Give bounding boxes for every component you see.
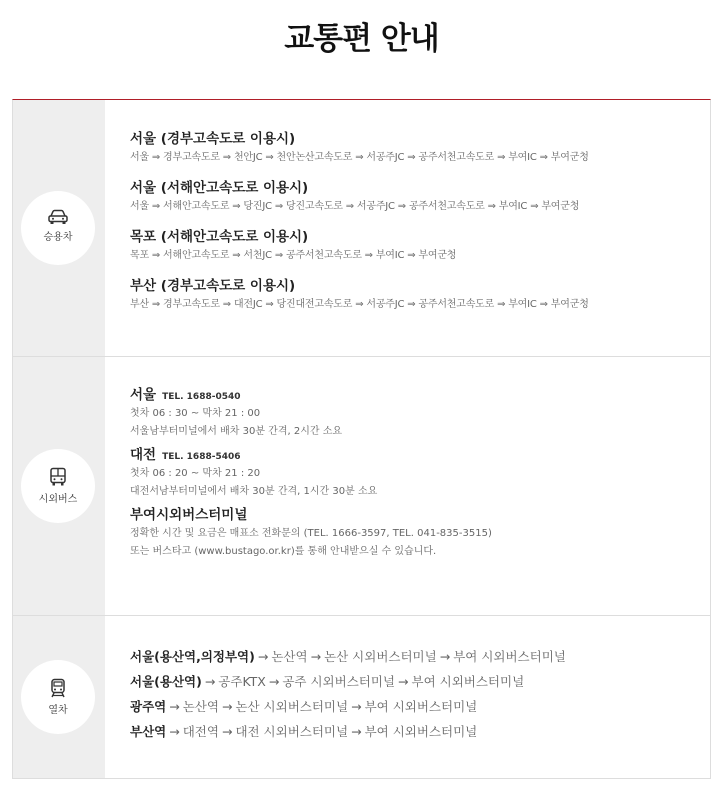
car-label: 승용차 bbox=[43, 232, 73, 243]
bus-info: 대전서남부터미널에서 배차 30분 간격, 1시간 30분 소요 bbox=[130, 486, 378, 497]
bus-side bbox=[13, 357, 105, 615]
train-origin: 서울(용산역,의정부역) bbox=[130, 649, 255, 664]
route-path: 목포 ⇒ 서해안고속도로 ⇒ 서천JC ⇒ 공주서천고속도로 ⇒ 부여IC ⇒ 부여군청 bbox=[130, 250, 457, 261]
car-icon bbox=[47, 209, 69, 225]
train-side bbox=[13, 616, 105, 778]
bus-hours: 첫차 06 : 30 ~ 막차 21 : 00 bbox=[130, 408, 261, 419]
train-badge bbox=[21, 660, 95, 734]
arrow-icon: → bbox=[221, 699, 233, 714]
route-path: 서울 ⇒ 경부고속도로 ⇒ 천안JC ⇒ 천안논산고속도로 ⇒ 서공주JC ⇒ 공주서천고속도로 ⇒ 부여IC ⇒ 부여군청 bbox=[130, 152, 589, 163]
bus-content bbox=[105, 357, 710, 561]
car-route bbox=[130, 227, 710, 276]
arrow-icon: → bbox=[257, 649, 269, 664]
bus-tel: TEL. 1688-0540 bbox=[162, 392, 241, 402]
bus-hours: 첫차 06 : 20 ~ 막차 21 : 20 bbox=[130, 468, 261, 479]
arrow-icon: → bbox=[351, 699, 362, 714]
terminal-line: 또는 버스타고 (www.bustago.or.kr)를 통해 안내받으실 수 있습니다. bbox=[130, 546, 437, 557]
bus-daejeon bbox=[130, 445, 710, 501]
train-section bbox=[13, 616, 710, 778]
car-route bbox=[130, 276, 710, 325]
bus-terminal bbox=[130, 505, 710, 561]
route-title: 서울 (경부고속도로 이용시) bbox=[130, 131, 296, 147]
train-stop: 대전 시외버스터미널 bbox=[235, 724, 349, 739]
bus-tel: TEL. 1688-5406 bbox=[162, 452, 241, 462]
train-route bbox=[130, 644, 710, 669]
route-path: 서울 ⇒ 서해안고속도로 ⇒ 당진JC ⇒ 당진고속도로 ⇒ 서공주JC ⇒ 공주서천고속도로 ⇒ 부여IC ⇒ 부여군청 bbox=[130, 201, 580, 212]
train-route bbox=[130, 669, 710, 694]
train-stop: 공주 시외버스터미널 bbox=[282, 674, 396, 689]
train-stop: 논산역 bbox=[182, 699, 219, 714]
route-title: 부산 (경부고속도로 이용시) bbox=[130, 278, 296, 294]
car-content bbox=[105, 100, 710, 325]
train-icon bbox=[50, 678, 66, 698]
train-origin: 서울(용산역) bbox=[130, 674, 202, 689]
arrow-icon: → bbox=[169, 724, 180, 739]
arrow-icon: → bbox=[169, 699, 180, 714]
train-stop: 논산 시외버스터미널 bbox=[235, 699, 349, 714]
train-stop: 대전역 bbox=[182, 724, 219, 739]
car-badge bbox=[21, 191, 95, 265]
train-content bbox=[105, 616, 710, 744]
car-section bbox=[13, 100, 710, 357]
bus-origin-name: 서울 bbox=[130, 387, 157, 403]
train-label: 열차 bbox=[48, 705, 68, 716]
terminal-line: 정확한 시간 및 요금은 매표소 전화문의 (TEL. 1666-3597, TEL. 041-835-3515) bbox=[130, 528, 492, 539]
train-origin: 부산역 bbox=[130, 724, 167, 739]
bus-origin bbox=[130, 445, 710, 465]
train-stop: 논산 시외버스터미널 bbox=[324, 649, 437, 664]
car-route bbox=[130, 129, 710, 178]
terminal-name: 부여시외버스터미널 bbox=[130, 507, 248, 523]
car-side bbox=[13, 100, 105, 356]
train-stop: 부여 시외버스터미널 bbox=[364, 699, 478, 714]
train-origin: 광주역 bbox=[130, 699, 167, 714]
bus-info: 서울남부터미널에서 배차 30분 간격, 2시간 소요 bbox=[130, 426, 343, 437]
bus-label: 시외버스 bbox=[38, 494, 78, 505]
route-path: 부산 ⇒ 경부고속도로 ⇒ 대전JC ⇒ 당진대전고속도로 ⇒ 서공주JC ⇒ 공주서천고속도로 ⇒ 부여IC ⇒ 부여군청 bbox=[130, 299, 589, 310]
train-stop: 부여 시외버스터미널 bbox=[453, 649, 566, 664]
train-stop: 공주KTX bbox=[218, 674, 266, 689]
train-stop: 부여 시외버스터미널 bbox=[364, 724, 478, 739]
bus-origin bbox=[130, 385, 710, 405]
train-stop: 부여 시외버스터미널 bbox=[411, 674, 525, 689]
train-route bbox=[130, 694, 710, 719]
arrow-icon: → bbox=[221, 724, 233, 739]
route-title: 서울 (서해안고속도로 이용시) bbox=[130, 180, 309, 196]
arrow-icon: → bbox=[398, 674, 409, 689]
arrow-icon: → bbox=[351, 724, 362, 739]
train-stop: 논산역 bbox=[271, 649, 308, 664]
bus-seoul bbox=[130, 385, 710, 441]
page-title: 교통편 안내 bbox=[284, 21, 439, 57]
car-route bbox=[130, 178, 710, 227]
bus-icon bbox=[49, 467, 67, 487]
transport-table bbox=[12, 99, 711, 779]
arrow-icon: → bbox=[268, 674, 280, 689]
bus-origin-name: 대전 bbox=[130, 447, 157, 463]
arrow-icon: → bbox=[204, 674, 216, 689]
arrow-icon: → bbox=[310, 649, 322, 664]
bus-badge bbox=[21, 449, 95, 523]
bus-section bbox=[13, 357, 710, 616]
arrow-icon: → bbox=[439, 649, 451, 664]
route-title: 목포 (서해안고속도로 이용시) bbox=[130, 229, 309, 245]
train-route bbox=[130, 719, 710, 744]
